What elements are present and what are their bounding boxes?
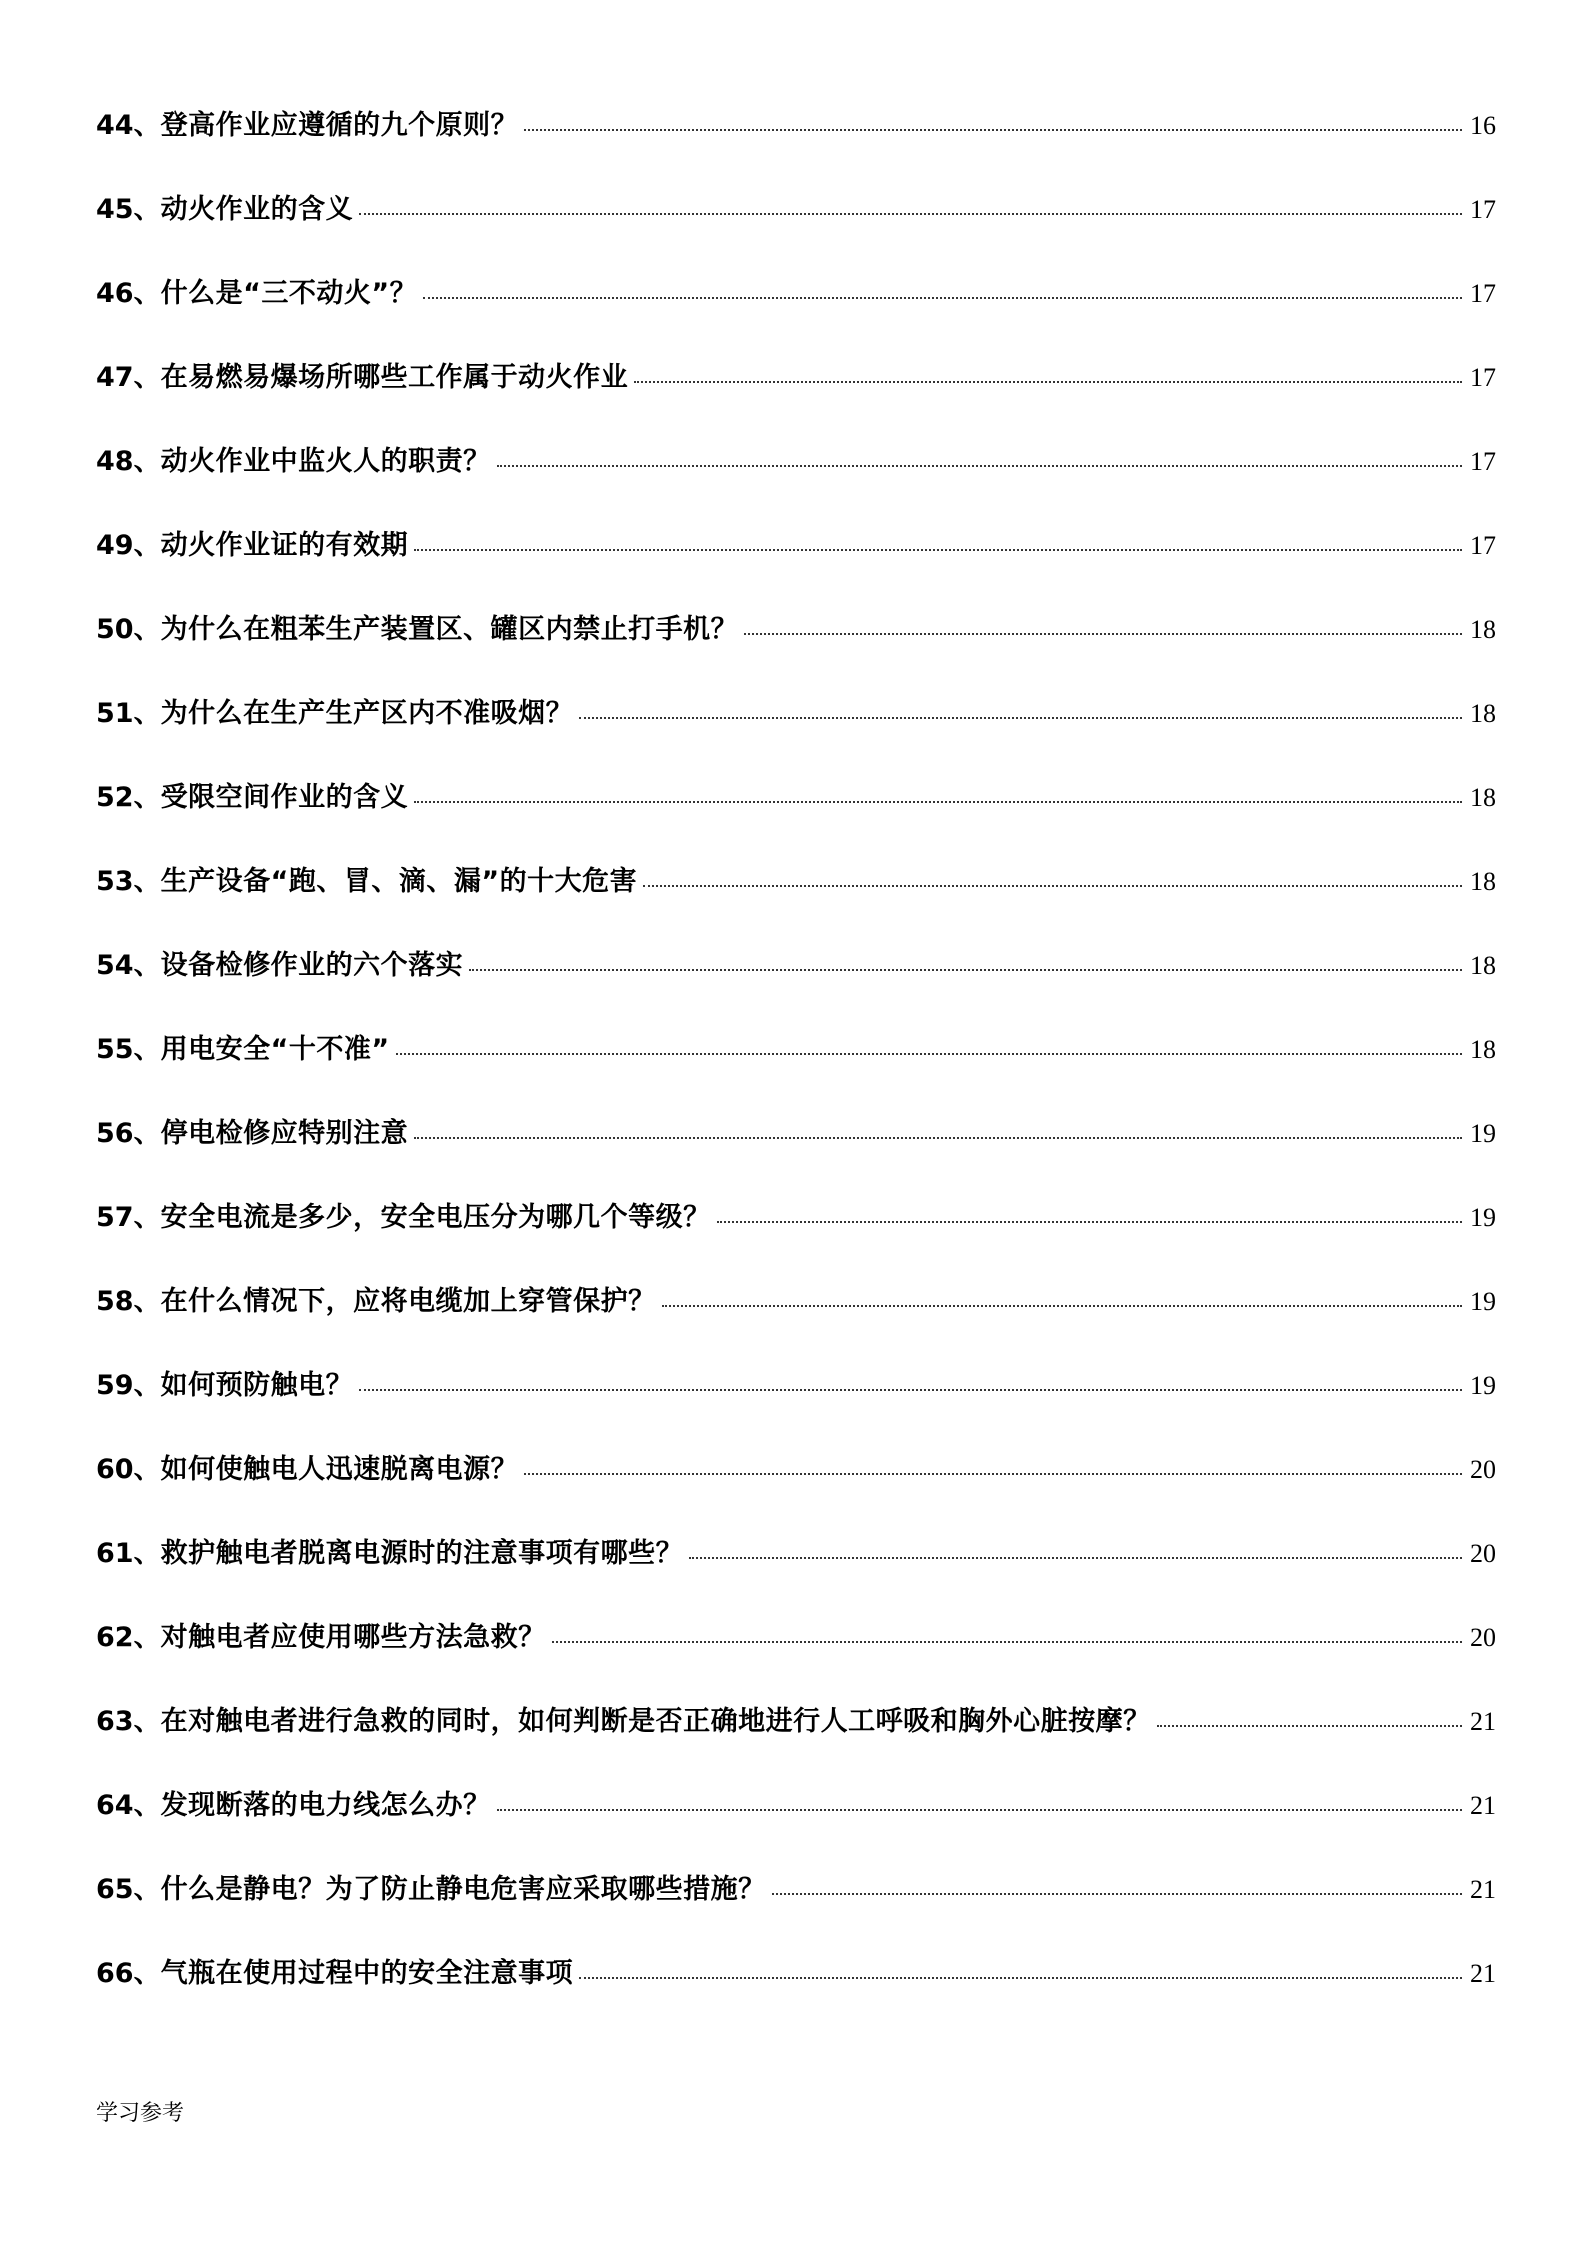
entry-title: 动火作业的含义 (160, 194, 354, 225)
entry-number: 64 (96, 1790, 134, 1821)
entry-page-number: 18 (1470, 783, 1496, 812)
entry-number: 47 (96, 362, 134, 393)
dot-leader (414, 1137, 1462, 1139)
entry-page-number: 17 (1470, 279, 1496, 308)
toc-entry[interactable] (96, 1195, 1496, 1279)
entry-title: 对触电者应使用哪些方法急救？ (160, 1622, 546, 1653)
dot-leader (662, 1305, 1462, 1307)
entry-title: 在对触电者进行急救的同时，如何判断是否正确地进行人工呼吸和胸外心脏按摩？ (160, 1706, 1151, 1737)
toc-entry[interactable] (96, 1027, 1496, 1111)
toc-entry[interactable] (96, 1615, 1496, 1699)
entry-number: 62 (96, 1622, 134, 1653)
toc-entry[interactable] (96, 943, 1496, 1027)
dot-leader (634, 381, 1462, 383)
dot-leader (497, 465, 1462, 467)
toc-entry[interactable] (96, 1531, 1496, 1615)
page-footer: 学习参考 (96, 2101, 185, 2126)
entry-separator: 、 (133, 1622, 161, 1653)
toc-entry[interactable] (96, 1699, 1496, 1783)
toc-entry[interactable] (96, 187, 1496, 271)
dot-leader (469, 969, 1462, 971)
entry-separator: 、 (133, 1118, 161, 1149)
toc-entry[interactable] (96, 1447, 1496, 1531)
dot-leader (772, 1893, 1462, 1895)
entry-separator: 、 (133, 194, 161, 225)
entry-title: 生产设备“跑、冒、滴、漏”的十大危害 (160, 866, 638, 897)
entry-number: 54 (96, 950, 134, 981)
entry-page-number: 19 (1470, 1203, 1496, 1232)
entry-title: 什么是静电？为了防止静电危害应采取哪些措施？ (160, 1874, 766, 1905)
entry-number: 53 (96, 866, 134, 897)
dot-leader (414, 549, 1462, 551)
entry-separator: 、 (133, 1958, 161, 1989)
entry-page-number: 18 (1470, 951, 1496, 980)
entry-title: 什么是“三不动火”？ (160, 278, 418, 309)
dot-leader (717, 1221, 1462, 1223)
entry-number: 48 (96, 446, 134, 477)
dot-leader (643, 885, 1462, 887)
entry-number: 52 (96, 782, 134, 813)
entry-separator: 、 (133, 1286, 161, 1317)
toc-entry[interactable] (96, 859, 1496, 943)
entry-number: 55 (96, 1034, 134, 1065)
dot-leader (359, 213, 1462, 215)
entry-number: 57 (96, 1202, 134, 1233)
dot-leader (497, 1809, 1462, 1811)
entry-page-number: 17 (1470, 195, 1496, 224)
entry-separator: 、 (133, 866, 161, 897)
dot-leader (689, 1557, 1462, 1559)
entry-separator: 、 (133, 1538, 161, 1569)
entry-title: 如何使触电人迅速脱离电源？ (160, 1454, 519, 1485)
entry-title: 为什么在粗苯生产装置区、罐区内禁止打手机？ (160, 614, 739, 645)
entry-page-number: 18 (1470, 867, 1496, 896)
entry-number: 45 (96, 194, 134, 225)
entry-number: 59 (96, 1370, 134, 1401)
entry-number: 49 (96, 530, 134, 561)
entry-separator: 、 (133, 530, 161, 561)
entry-page-number: 17 (1470, 363, 1496, 392)
toc-entry[interactable] (96, 523, 1496, 607)
entry-page-number: 18 (1470, 615, 1496, 644)
entry-page-number: 21 (1470, 1959, 1496, 1988)
entry-number: 65 (96, 1874, 134, 1905)
entry-title: 气瓶在使用过程中的安全注意事项 (160, 1958, 574, 1989)
toc-entry[interactable] (96, 1279, 1496, 1363)
entry-page-number: 17 (1470, 531, 1496, 560)
entry-separator: 、 (133, 362, 161, 393)
entry-number: 50 (96, 614, 134, 645)
dot-leader (744, 633, 1462, 635)
toc-entry[interactable] (96, 1111, 1496, 1195)
entry-title: 在什么情况下，应将电缆加上穿管保护？ (160, 1286, 656, 1317)
entry-page-number: 20 (1470, 1455, 1496, 1484)
entry-separator: 、 (133, 1034, 161, 1065)
toc-entry[interactable] (96, 355, 1496, 439)
toc-entry[interactable] (96, 271, 1496, 355)
toc-entry[interactable] (96, 439, 1496, 523)
toc-entry[interactable] (96, 1951, 1496, 2035)
entry-title: 救护触电者脱离电源时的注意事项有哪些？ (160, 1538, 684, 1569)
entry-title: 动火作业中监火人的职责？ (160, 446, 491, 477)
toc-entry[interactable] (96, 1783, 1496, 1867)
entry-separator: 、 (133, 110, 161, 141)
entry-number: 63 (96, 1706, 134, 1737)
dot-leader (414, 801, 1462, 803)
entry-separator: 、 (133, 698, 161, 729)
toc-entry[interactable] (96, 1363, 1496, 1447)
entry-number: 66 (96, 1958, 134, 1989)
entry-number: 56 (96, 1118, 134, 1149)
entry-page-number: 21 (1470, 1791, 1496, 1820)
entry-number: 60 (96, 1454, 134, 1485)
entry-separator: 、 (133, 1790, 161, 1821)
dot-leader (524, 129, 1462, 131)
entry-number: 44 (96, 110, 134, 141)
entry-title: 安全电流是多少，安全电压分为哪几个等级？ (160, 1202, 711, 1233)
dot-leader (1157, 1725, 1462, 1727)
dot-leader (552, 1641, 1462, 1643)
entry-page-number: 18 (1470, 699, 1496, 728)
toc-entry[interactable] (96, 775, 1496, 859)
dot-leader (423, 297, 1462, 299)
dot-leader (359, 1389, 1462, 1391)
entry-title: 动火作业证的有效期 (160, 530, 409, 561)
entry-separator: 、 (133, 614, 161, 645)
entry-page-number: 19 (1470, 1287, 1496, 1316)
entry-title: 发现断落的电力线怎么办？ (160, 1790, 491, 1821)
toc-entry[interactable] (96, 691, 1496, 775)
entry-separator: 、 (133, 1370, 161, 1401)
entry-number: 58 (96, 1286, 134, 1317)
entry-page-number: 20 (1470, 1539, 1496, 1568)
entry-separator: 、 (133, 782, 161, 813)
entry-title: 停电检修应特别注意 (160, 1118, 409, 1149)
toc-entry[interactable] (96, 103, 1496, 187)
dot-leader (579, 1977, 1462, 1979)
toc-entry[interactable] (96, 1867, 1496, 1951)
table-of-contents (96, 103, 1496, 2035)
entry-separator: 、 (133, 278, 161, 309)
entry-number: 51 (96, 698, 134, 729)
dot-leader (396, 1053, 1462, 1055)
entry-separator: 、 (133, 1454, 161, 1485)
entry-separator: 、 (133, 1706, 161, 1737)
entry-page-number: 17 (1470, 447, 1496, 476)
dot-leader (579, 717, 1462, 719)
entry-page-number: 21 (1470, 1875, 1496, 1904)
entry-page-number: 18 (1470, 1035, 1496, 1064)
dot-leader (524, 1473, 1462, 1475)
entry-separator: 、 (133, 446, 161, 477)
entry-title: 在易燃易爆场所哪些工作属于动火作业 (160, 362, 629, 393)
entry-number: 61 (96, 1538, 134, 1569)
entry-title: 用电安全“十不准” (160, 1034, 390, 1065)
entry-title: 如何预防触电？ (160, 1370, 354, 1401)
entry-page-number: 21 (1470, 1707, 1496, 1736)
toc-entry[interactable] (96, 607, 1496, 691)
entry-page-number: 19 (1470, 1371, 1496, 1400)
entry-title: 登高作业应遵循的九个原则？ (160, 110, 519, 141)
entry-page-number: 19 (1470, 1119, 1496, 1148)
entry-title: 为什么在生产生产区内不准吸烟？ (160, 698, 574, 729)
entry-page-number: 16 (1470, 111, 1496, 140)
entry-title: 设备检修作业的六个落实 (160, 950, 464, 981)
entry-number: 46 (96, 278, 134, 309)
entry-separator: 、 (133, 1874, 161, 1905)
entry-title: 受限空间作业的含义 (160, 782, 409, 813)
entry-page-number: 20 (1470, 1623, 1496, 1652)
entry-separator: 、 (133, 950, 161, 981)
entry-separator: 、 (133, 1202, 161, 1233)
